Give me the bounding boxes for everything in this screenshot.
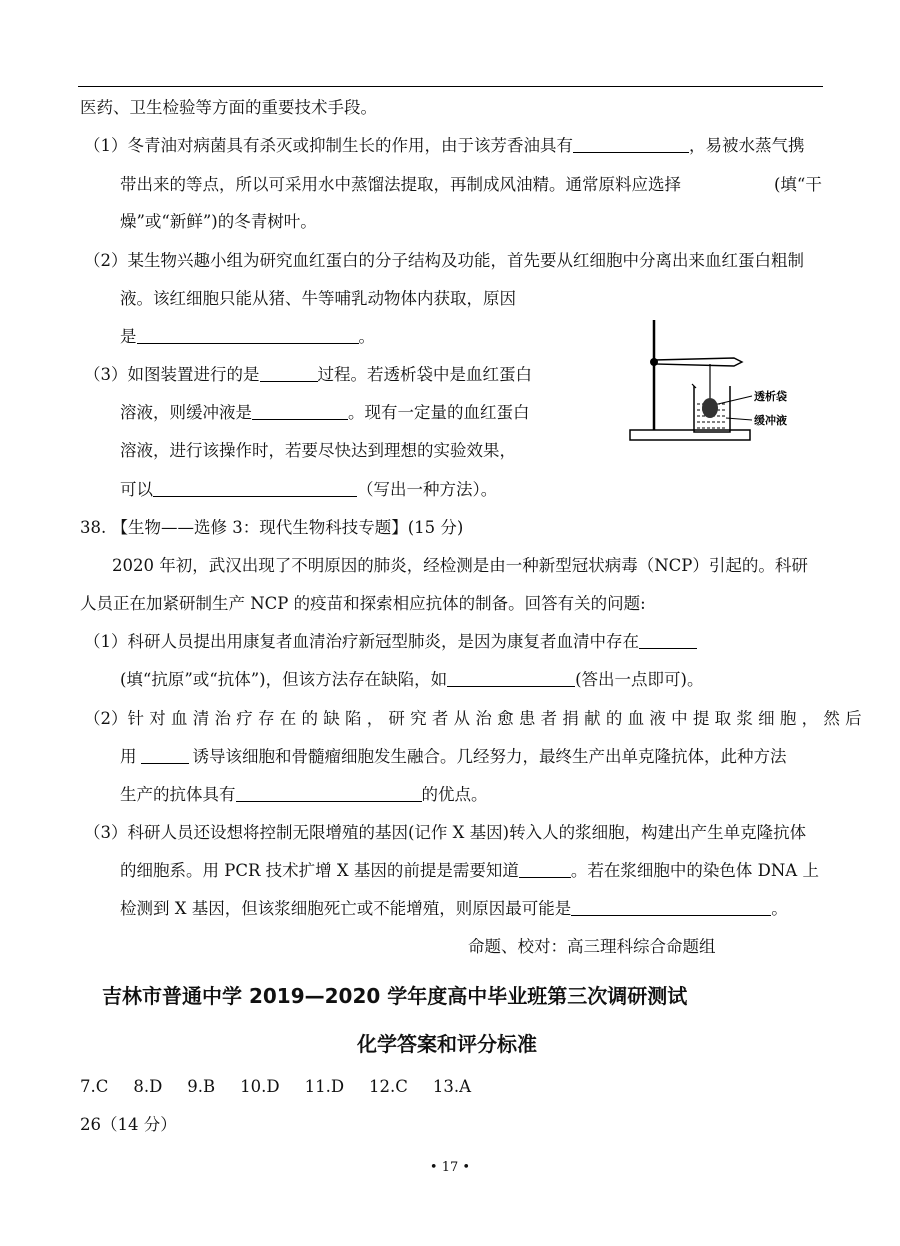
dialysis-apparatus-figure: [622, 312, 822, 448]
header-rule: [78, 86, 823, 87]
text: （1）科研人员提出用康复者血清治疗新冠型肺炎，是因为康复者血清中存在: [84, 632, 639, 651]
answer-blank[interactable]: [252, 403, 348, 420]
question-1-line: [120, 173, 681, 197]
paragraph-line: [80, 592, 646, 616]
text: 2020 年初，武汉出现了不明原因的肺炎，经检测是由一种新型冠状病毒（NCP）引起的。科研: [112, 556, 808, 575]
text: (填“干: [774, 175, 822, 194]
text: 7.C 8.D 9.B 10.D 11.D 12.C 13.A: [80, 1077, 472, 1096]
dialysis-bag: [702, 398, 718, 418]
text: 人员正在加紧研制生产 NCP 的疫苗和探索相应抗体的制备。回答有关的问题:: [80, 594, 646, 613]
text: 26（14 分）: [80, 1115, 177, 1134]
section-title: 化学答案和评分标准: [357, 1032, 537, 1056]
text: 可以: [120, 480, 153, 499]
question-b3-line: [120, 897, 788, 921]
text: 38. 【生物——选修 3：现代生物科技专题】(15 分): [80, 518, 464, 537]
answer-blank[interactable]: [639, 632, 697, 649]
question-3-line: [120, 478, 497, 502]
text: （2）某生物兴趣小组为研究血红蛋白的分子结构及功能，首先要从红细胞中分离出来血红蛋白粗制: [84, 251, 804, 270]
question-b2-line: [84, 707, 862, 731]
text: （3）科研人员还设想将控制无限增殖的基因(记作 X 基因)转入人的浆细胞，构建出产生单克隆抗体: [84, 823, 807, 842]
text: （写出一种方法）。: [357, 480, 498, 499]
text: 检测到 X 基因，但该浆细胞死亡或不能增殖，则原因最可能是: [120, 899, 572, 918]
text: 医药、卫生检验等方面的重要技术手段。: [80, 98, 377, 117]
text: 。若在浆细胞中的染色体 DNA 上: [570, 861, 819, 880]
question-2-line: [120, 287, 516, 311]
answer-blank[interactable]: [447, 670, 575, 687]
question-1-line: [84, 134, 805, 158]
text: 。: [358, 327, 375, 346]
text: 液。该红细胞只能从猪、牛等哺乳动物体内获取，原因: [120, 289, 516, 308]
text: 过程。若透析袋中是血红蛋白: [317, 365, 532, 384]
text-line: [80, 96, 377, 120]
page-number: • 17 •: [429, 1160, 471, 1175]
text: (答出一点即可)。: [575, 670, 704, 689]
text: 。: [771, 899, 788, 918]
text: 。现有一定量的血红蛋白: [348, 403, 530, 422]
text: （2）针 对 血 清 治 疗 存 在 的 缺 陷 ， 研 究 者 从 治 愈 患 者 捐 献 的 血 液 中 提 取 浆 细 胞 ， 然 后: [84, 709, 862, 728]
answer-blank[interactable]: [573, 136, 689, 153]
section-38-heading: [80, 516, 463, 540]
credit-line: [468, 935, 716, 959]
text: ，易被水蒸气携: [689, 136, 805, 155]
text: （1）冬青油对病菌具有杀灭或抑制生长的作用，由于该芳香油具有: [84, 136, 573, 155]
figure-label-buffer: 缓冲液: [754, 414, 787, 427]
paragraph-line: [112, 554, 808, 578]
answer-blank[interactable]: [141, 747, 189, 764]
text: (填“抗原”或“抗体”)，但该方法存在缺陷，如: [120, 670, 448, 689]
text: 溶液，进行该操作时，若要尽快达到理想的实验效果，: [120, 441, 516, 460]
answer-key-line: [80, 1075, 471, 1099]
question-b3-line: [120, 859, 819, 883]
question-2-line: [120, 325, 375, 349]
text: 诱导该细胞和骨髓瘤细胞发生融合。几经努力，最终生产出单克隆抗体，此种方法: [192, 747, 787, 766]
question-b2-line: [120, 783, 488, 807]
question-2-line: [84, 249, 804, 273]
text: 命题、校对：高三理科综合命题组: [468, 937, 716, 956]
stand-base: [630, 430, 750, 440]
text: 的细胞系。用 PCR 技术扩增 X 基因的前提是需要知道: [120, 861, 519, 880]
text: 生产的抗体具有: [120, 785, 236, 804]
answer-blank[interactable]: [236, 785, 422, 802]
answer-blank[interactable]: [153, 480, 357, 497]
figure-label-bag: 透析袋: [754, 390, 787, 403]
question-26-line: [80, 1113, 177, 1137]
question-b1-line: [120, 668, 704, 692]
answer-blank[interactable]: [137, 327, 359, 344]
question-b3-line: [84, 821, 806, 845]
answer-blank[interactable]: [260, 365, 318, 382]
text: 溶液，则缓冲液是: [120, 403, 252, 422]
question-b1-line: [84, 630, 697, 654]
text: 带出来的等点，所以可采用水中蒸馏法提取，再制成风油精。通常原料应选择: [120, 175, 681, 194]
text: 燥”或“新鲜”)的冬青树叶。: [120, 212, 317, 231]
text: 用: [120, 747, 137, 766]
question-b2-line: [120, 745, 787, 769]
text: 的优点。: [421, 785, 488, 804]
question-3-line: [84, 363, 532, 387]
document-title: 吉林市普通中学 2019—2020 学年度高中毕业班第三次调研测试: [102, 984, 688, 1008]
leader-line: [718, 396, 752, 404]
text: （3）如图装置进行的是: [84, 365, 260, 384]
question-1-line: [120, 210, 317, 234]
text: 是: [120, 327, 137, 346]
question-3-line: [120, 439, 516, 463]
answer-blank[interactable]: [571, 899, 771, 916]
clamp-arm: [654, 358, 742, 366]
question-3-line: [120, 401, 530, 425]
answer-blank[interactable]: [519, 861, 571, 878]
